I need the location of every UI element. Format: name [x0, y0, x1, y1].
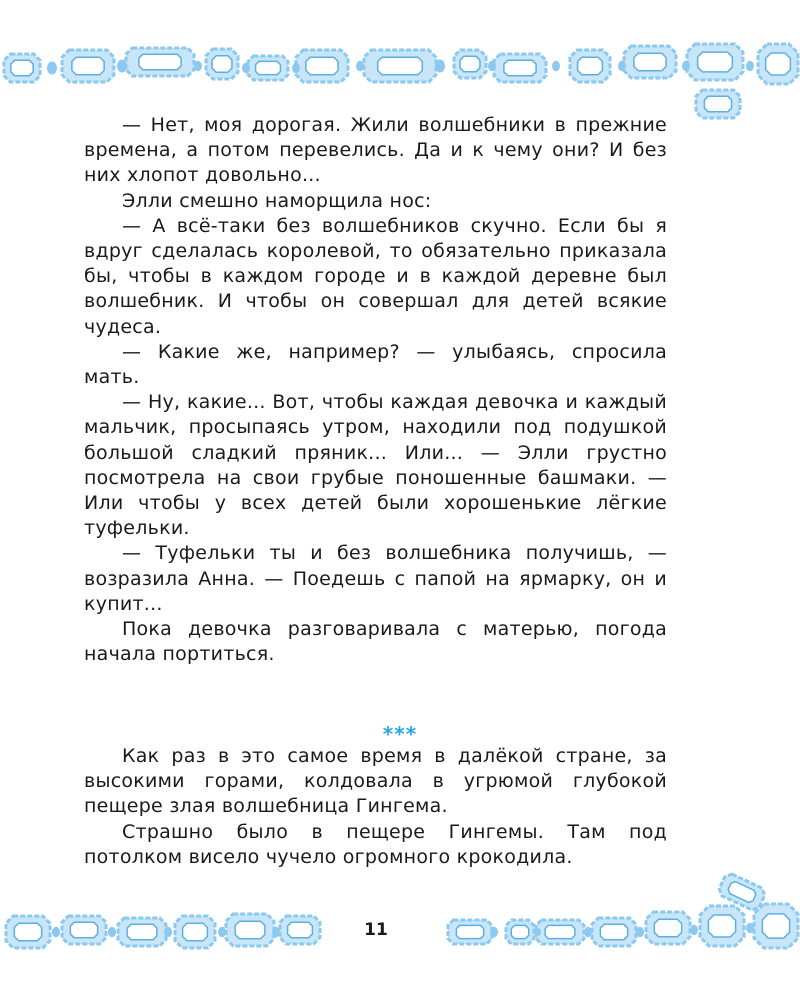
paragraph: — Ну, какие... Вот, чтобы каждая девочка и каждый мальчик, просыпаясь утром, находили под подушкой большой сладкий пряник... Или... — Элли грустно посмотрела на свои грубые поношенные башмаки. — Или чтобы у всех детей были хорошенькие лёгкие туфельки. — [84, 391, 667, 540]
bead-shape — [356, 61, 364, 71]
bead-shape — [117, 60, 127, 73]
bead-shape — [488, 61, 496, 71]
gem-shape — [758, 44, 798, 84]
gem-shape — [754, 904, 798, 948]
gem-shape — [454, 50, 486, 78]
gem-border-icon — [0, 0, 800, 130]
gem-shape — [4, 54, 40, 82]
bead-shape — [242, 63, 250, 73]
gem-shape — [62, 50, 114, 82]
text-section-2 — [84, 744, 667, 870]
bead-shape — [292, 63, 300, 73]
paragraph: Пока девочка разговаривала с матерью, погода начала портиться. — [84, 618, 667, 666]
gem-shape — [206, 49, 238, 79]
text-section-1 — [84, 113, 667, 667]
gem-shape — [687, 44, 743, 80]
paragraph: Страшно было в пещере Гингемы. Там под потолком висело чучело огромного крокодила. — [84, 820, 667, 868]
paragraph: — Туфельки ты и без волшебника получишь, — возразила Анна. — Поедешь с папой на ярмарку, он и купит... — [84, 542, 667, 615]
bead-shape — [435, 60, 445, 73]
bead-shape — [552, 61, 560, 71]
page-number: 11 — [364, 920, 388, 940]
gem-shape — [696, 90, 740, 118]
gem-shape — [570, 50, 610, 82]
bead-shape — [682, 61, 690, 71]
section-separator: *** — [382, 722, 418, 746]
gem-shape — [494, 54, 546, 82]
paragraph: Как раз в это самое время в далёкой стране, за высокими горами, колдовала в угрюмой глубокой пещере злая волшебница Гингема. — [84, 745, 667, 818]
gem-shape — [296, 50, 348, 82]
paragraph: Элли смешно наморщила нос: — [122, 189, 432, 212]
gem-shape — [364, 50, 436, 82]
bead-shape — [618, 61, 626, 71]
paragraph: — А всё-таки без волшебников скучно. Если бы я вдруг сделалась королевой, то обязательно приказала бы, чтобы в каждом городе и в каждой деревне был волшебник. И чтобы он совершал для детей всякие чудеса. — [84, 214, 667, 338]
bead-shape — [194, 61, 202, 71]
paragraph: — Нет, моя дорогая. Жили волшебники в прежние времена, а потом перевелись. Да и к чему они? И без них хлопот довольно... — [84, 114, 667, 187]
gem-shape — [126, 48, 194, 76]
bead-shape — [746, 61, 754, 71]
gem-shape — [624, 46, 676, 78]
top-border-ornament — [0, 0, 800, 130]
paragraph: — Какие же, например? — улыбаясь, спросила мать. — [84, 340, 667, 389]
gem-shape — [248, 56, 288, 80]
bead-shape — [47, 62, 57, 75]
